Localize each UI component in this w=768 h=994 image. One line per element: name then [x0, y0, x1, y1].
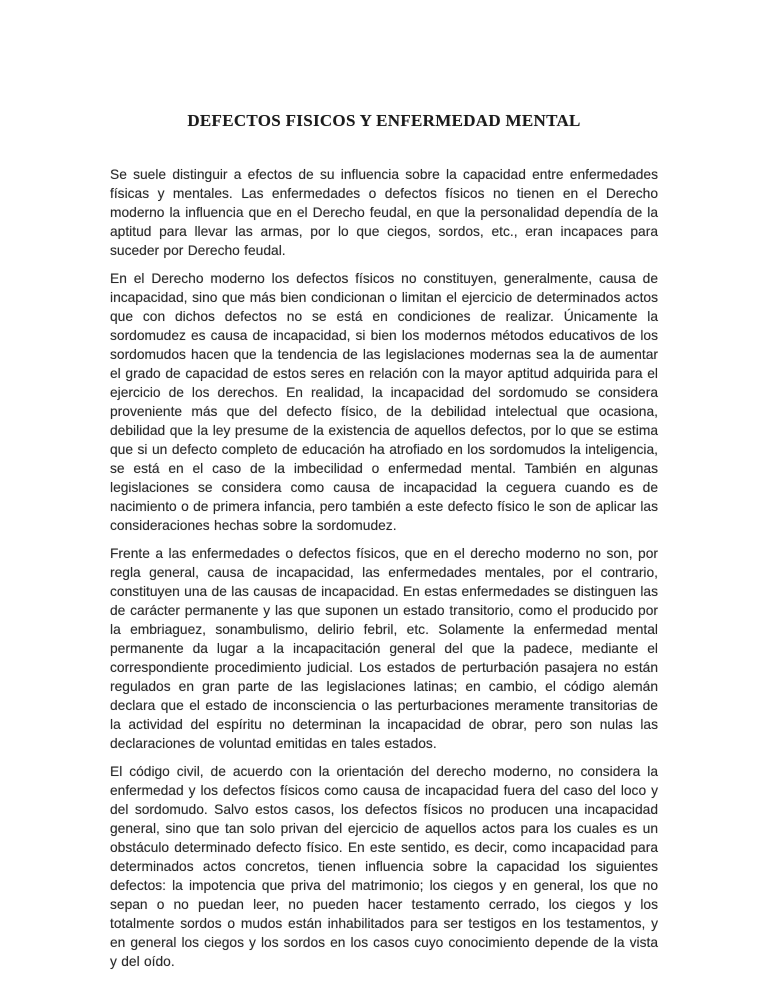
- document-content: [110, 110, 658, 971]
- paragraph-3: Frente a las enfermedades o defectos físicos, que en el derecho moderno no son, por regla general, causa de incapacidad, las enfermedades mentales, por el contrario, constituyen una de las causas de incapacidad. En estas enfermedades se distinguen las de carácter permanente y las que suponen un estado transitorio, como el producido por la embriaguez, sonambulismo, delirio febril, etc. Solamente la enfermedad mental permanente da lugar a la incapacitación general del que la padece, mediante el correspondiente procedimiento judicial. Los estados de perturbación pasajera no están regulados en gran parte de las legislaciones latinas; en cambio, el código alemán declara que el estado de inconsciencia o las perturbaciones meramente transitorias de la actividad del espíritu no determinan la incapacidad de obrar, pero son nulas las declaraciones de voluntad emitidas en tales estados.: [110, 546, 658, 751]
- document-title: DEFECTOS FISICOS Y ENFERMEDAD MENTAL: [187, 111, 581, 130]
- paragraph-4: El código civil, de acuerdo con la orientación del derecho moderno, no considera la enfermedad y los defectos físicos como causa de incapacidad fuera del caso del loco y del sordomudo. Salvo estos casos, los defectos físicos no producen una incapacidad general, sino que tan solo privan del ejercicio de aquellos actos para los cuales es un obstáculo determinado defecto físico. En este sentido, es decir, como incapacidad para determinados actos concretos, tienen influencia sobre la capacidad los siguientes defectos: la impotencia que priva del matrimonio; los ciegos y en general, los que no sepan o no puedan leer, no pueden hacer testamento cerrado, los ciegos y los totalmente sordos o mudos están inhabilitados para ser testigos en los testamentos, y en general los ciegos y los sordos en los casos cuyo conocimiento depende de la vista y del oído.: [110, 764, 658, 969]
- paragraph-1: Se suele distinguir a efectos de su influencia sobre la capacidad entre enfermedades físicas y mentales. Las enfermedades o defectos físicos no tienen en el Derecho moderno la influencia que en el Derecho feudal, en que la personalidad dependía de la aptitud para llevar las armas, por lo que ciegos, sordos, etc., eran incapaces para suceder por Derecho feudal.: [110, 167, 658, 258]
- paragraph-2: En el Derecho moderno los defectos físicos no constituyen, generalmente, causa de incapacidad, sino que más bien condicionan o limitan el ejercicio de determinados actos que con dichos defectos no se está en condiciones de realizar. Únicamente la sordomudez es causa de incapacidad, si bien los modernos métodos educativos de los sordomudos hacen que la tendencia de las legislaciones modernas sea la de aumentar el grado de capacidad de estos seres en relación con la mayor aptitud adquirida para el ejercicio de los derechos. En realidad, la incapacidad del sordomudo se considera proveniente más que del defecto físico, de la debilidad intelectual que ocasiona, debilidad que la ley presume de la existencia de aquellos defectos, por lo que se estima que si un defecto completo de educación ha atrofiado en los sordomudos la inteligencia, se está en el caso de la imbecilidad o enfermedad mental. También en algunas legislaciones se considera como causa de incapacidad la ceguera cuando es de nacimiento o de primera infancia, pero también a este defecto físico le son de aplicar las consideraciones hechas sobre la sordomudez.: [110, 271, 658, 533]
